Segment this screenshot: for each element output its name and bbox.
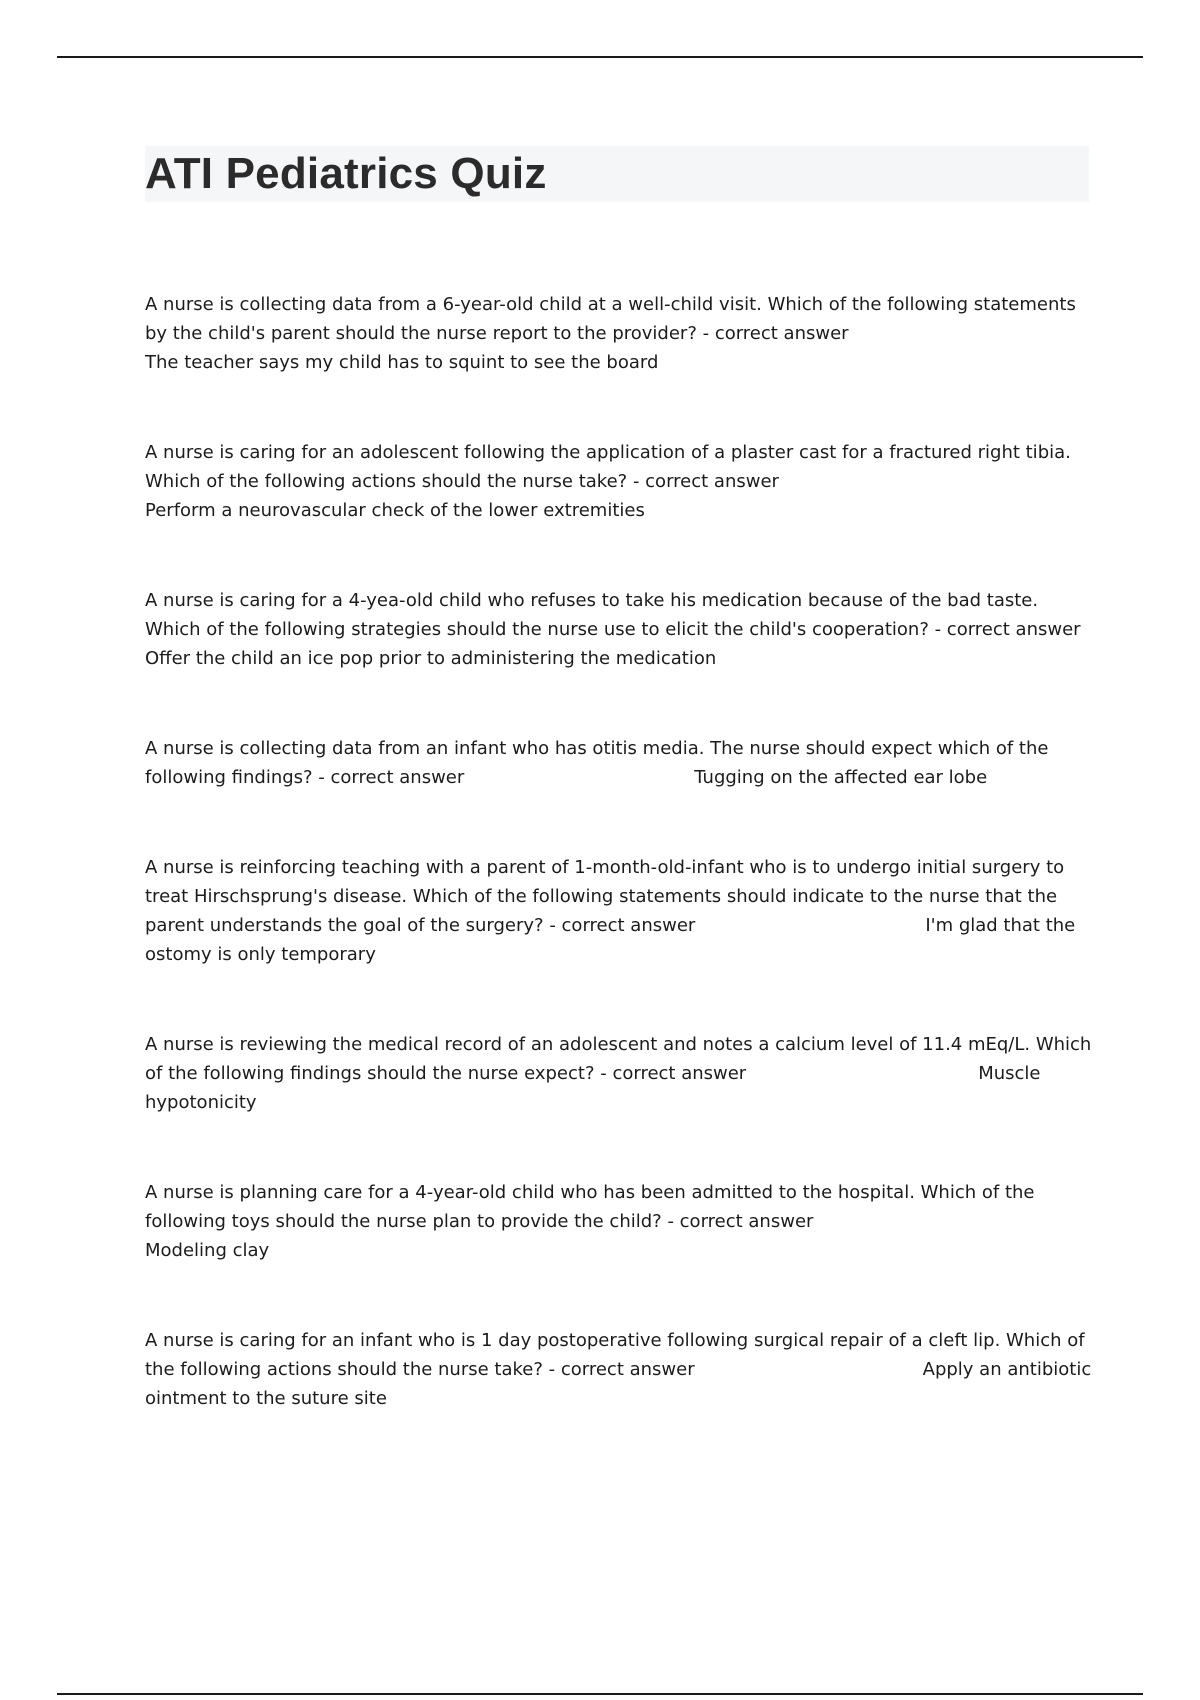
- question-item-8: [145, 1326, 1095, 1413]
- answer-text: Tugging on the affected ear lobe: [694, 767, 988, 788]
- top-rule: [57, 56, 1143, 58]
- document-title: ATI Pediatrics Quiz: [145, 149, 547, 198]
- answer-text: Muscle hypotonicity: [145, 1063, 1041, 1113]
- question-item-6: [145, 1030, 1095, 1117]
- question-text: A nurse is caring for a 4-yea-old child who refuses to take his medication because of the bad taste. Which of the following strategies should the nurse use to elicit the child's cooperation? - correct answer: [145, 590, 1081, 640]
- answer-text: Apply an antibiotic ointment to the suture site: [145, 1359, 1092, 1409]
- answer-text: Modeling clay: [145, 1240, 270, 1261]
- question-item-1: [145, 290, 1095, 377]
- question-text: A nurse is collecting data from a 6-year-old child at a well-child visit. Which of the following statements by the child's parent should the nurse report to the provider? - correct answer: [145, 294, 1076, 344]
- question-text: A nurse is caring for an adolescent following the application of a plaster cast for a fractured right tibia. Which of the following actions should the nurse take? - correct answer: [145, 442, 1071, 492]
- question-text: A nurse is caring for an infant who is 1 day postoperative following surgical repair of a cleft lip. Which of the following actions should the nurse take? - correct answer: [145, 1330, 1085, 1380]
- answer-text: I'm glad that the ostomy is only temporary: [145, 915, 1076, 965]
- bottom-rule: [57, 1693, 1143, 1695]
- question-text: A nurse is collecting data from an infant who has otitis media. The nurse should expect which of the following findings? - correct answer: [145, 738, 1049, 788]
- question-text: A nurse is reinforcing teaching with a parent of 1-month-old-infant who is to undergo initial surgery to treat Hirschsprung's disease. Which of the following statements should indicate to the nurse that the parent understands the goal of the surgery? - correct answer: [145, 857, 1065, 936]
- question-item-7: [145, 1178, 1095, 1265]
- question-item-3: [145, 586, 1095, 673]
- question-item-2: [145, 438, 1095, 525]
- question-list: [145, 290, 1095, 1474]
- answer-text: Perform a neurovascular check of the lower extremities: [145, 500, 645, 521]
- question-text: A nurse is reviewing the medical record of an adolescent and notes a calcium level of 11.4 mEq/L. Which of the following findings should the nurse expect? - correct answer: [145, 1034, 1092, 1084]
- answer-text: The teacher says my child has to squint to see the board: [145, 352, 659, 373]
- question-text: A nurse is planning care for a 4-year-old child who has been admitted to the hospital. Which of the following toys should the nurse plan to provide the child? - correct answer: [145, 1182, 1035, 1232]
- answer-text: Offer the child an ice pop prior to administering the medication: [145, 648, 717, 669]
- question-item-4: [145, 734, 1095, 792]
- question-item-5: [145, 853, 1095, 969]
